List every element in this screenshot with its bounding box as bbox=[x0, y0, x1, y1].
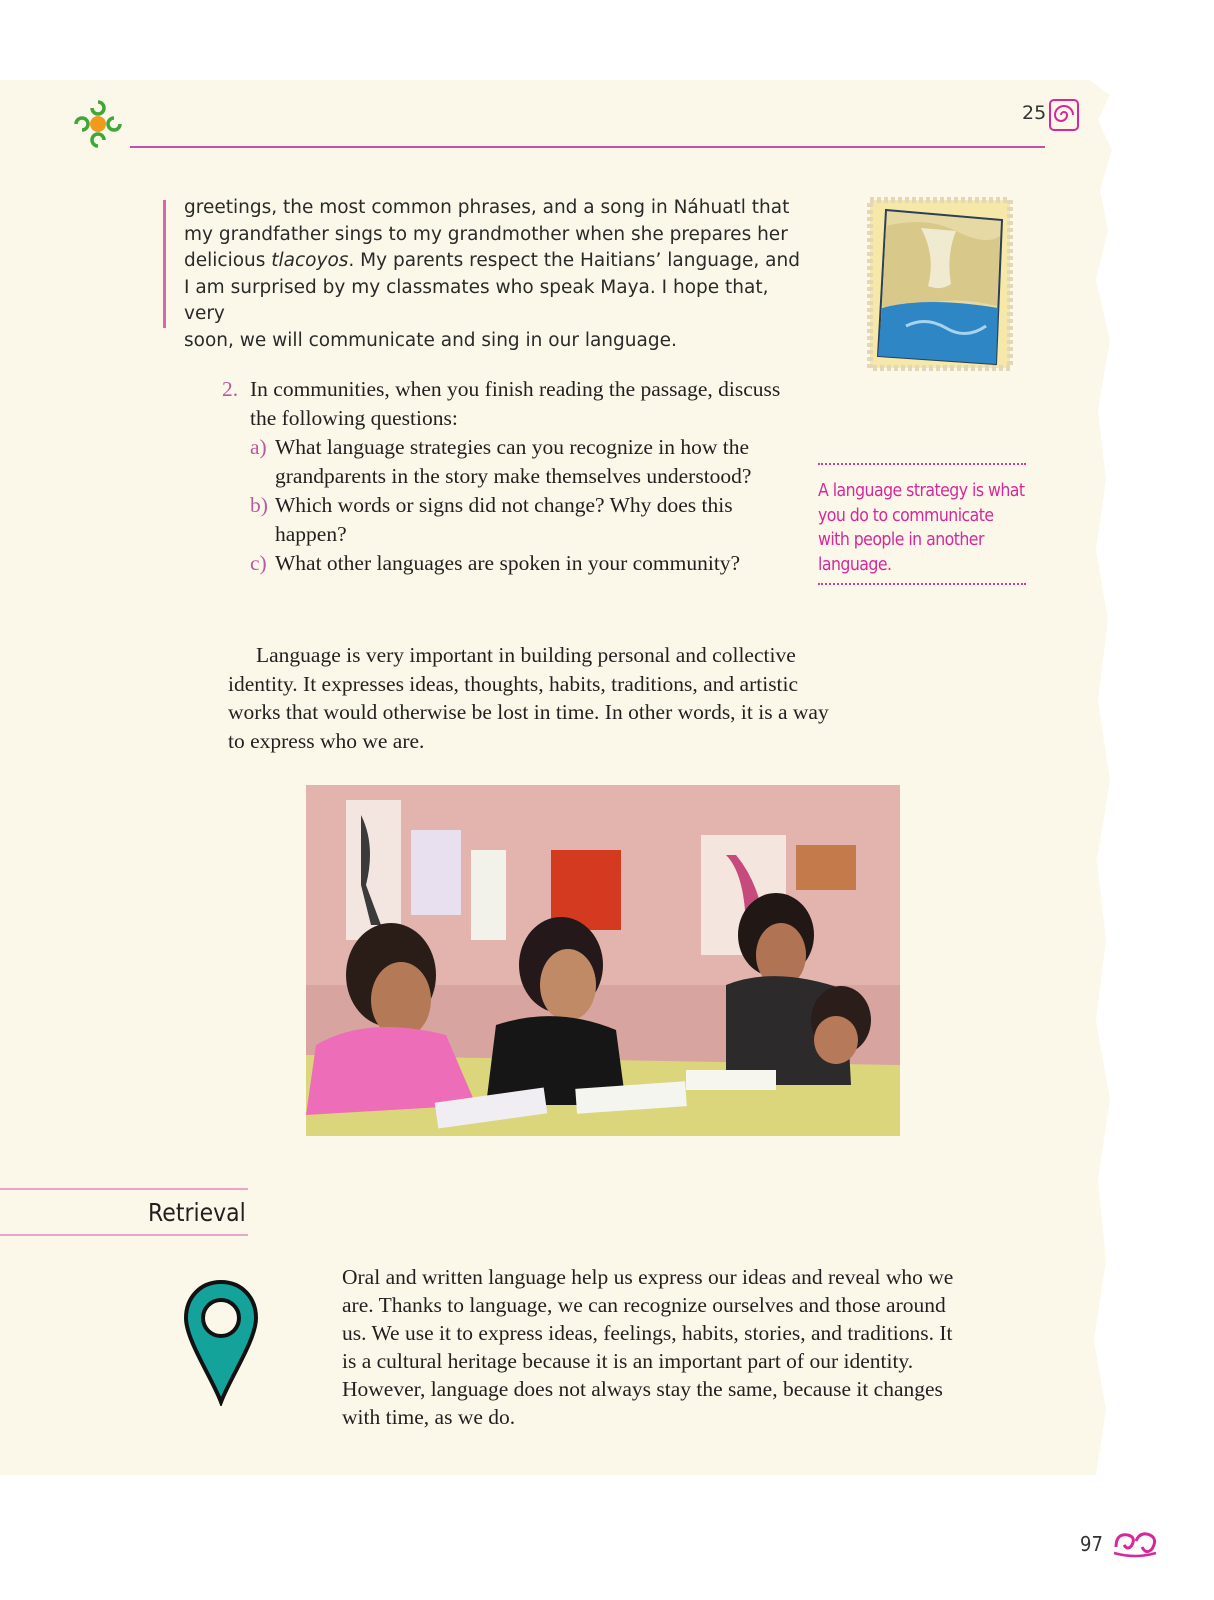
paragraph-text: Language is very important in building personal and collective identity. It expresses ideas, thoughts, habits, traditions, and artistic works that would otherwise be lost in time. In other words, it is a way to express who we are. bbox=[228, 643, 829, 753]
story-text: delicious bbox=[184, 250, 272, 271]
spiral-logo-icon bbox=[1110, 1527, 1160, 1559]
postage-stamp-image bbox=[866, 196, 1014, 372]
story-line: greetings, the most common phrases, and a song in Náhuatl that bbox=[184, 197, 790, 218]
page-number-top: 25 bbox=[1022, 102, 1047, 124]
activity-number: 2. bbox=[222, 377, 239, 401]
spiral-icon bbox=[1048, 98, 1080, 132]
question-item bbox=[250, 491, 802, 549]
section-title-retrieval: Retrieval bbox=[148, 1198, 246, 1227]
activity-2 bbox=[222, 375, 802, 578]
question-item bbox=[250, 549, 802, 578]
definition-text: A language strategy is what you do to communicate with people in another language. bbox=[818, 481, 1025, 575]
activity-stem: In communities, when you finish reading the passage, discuss the following questions: bbox=[250, 377, 781, 430]
story-text: . My parents respect the Haitians’ language, and bbox=[348, 250, 800, 271]
story-line bbox=[184, 248, 804, 275]
story-italic-word: tlacoyos bbox=[271, 250, 349, 271]
definition-box bbox=[818, 463, 1026, 585]
page-number-bottom: 97 bbox=[1080, 1532, 1103, 1556]
header-rule bbox=[130, 146, 1045, 148]
question-text: What language strategies can you recognize in how the grandparents in the story make themselves understood? bbox=[275, 435, 752, 488]
story-line: my grandfather sings to my grandmother when she prepares her bbox=[184, 223, 788, 245]
question-letter: c) bbox=[250, 551, 267, 575]
flower-icon bbox=[72, 98, 124, 150]
question-text: What other languages are spoken in your community? bbox=[275, 551, 741, 575]
body-paragraph bbox=[228, 641, 843, 755]
question-text: Which words or signs did not change? Why does this happen? bbox=[275, 493, 733, 546]
location-pin-icon bbox=[182, 1278, 260, 1406]
quote-bar bbox=[163, 200, 166, 328]
story-excerpt bbox=[184, 195, 804, 354]
story-line: soon, we will communicate and sing in our language. bbox=[184, 329, 677, 351]
story-line: I am surprised by my classmates who speak Maya. I hope that, very bbox=[184, 276, 769, 324]
question-letter: b) bbox=[250, 493, 268, 517]
question-letter: a) bbox=[250, 435, 267, 459]
classroom-photo bbox=[306, 785, 900, 1136]
question-item bbox=[250, 433, 802, 491]
retrieval-rule-bottom bbox=[0, 1234, 248, 1236]
retrieval-rule-top bbox=[0, 1188, 248, 1190]
retrieval-paragraph: Oral and written language help us express our ideas and reveal who we are. Thanks to language, we can recognize ourselves and those around us. We use it to express ideas, feelings, habits, stories, and traditions. It is a cultural heritage because it is an important part of our identity. However, language does not always stay the same, because it changes with time, as we do. bbox=[342, 1265, 954, 1429]
